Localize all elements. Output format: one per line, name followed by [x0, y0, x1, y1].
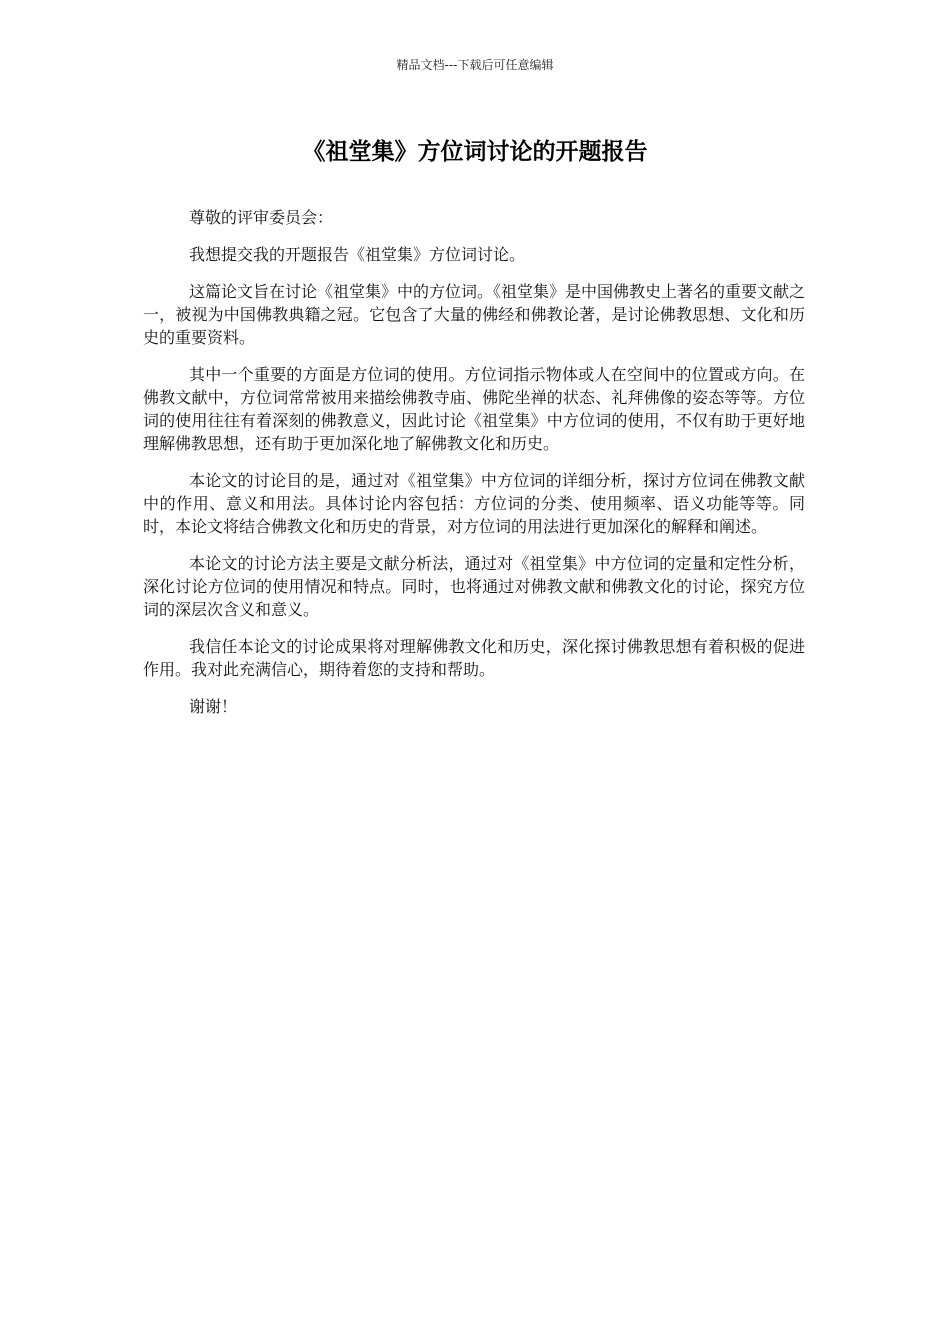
paragraph: 我信任本论文的讨论成果将对理解佛教文化和历史，深化探讨佛教思想有着积极的促进作用。我对此充满信心，期待着您的支持和帮助。 — [143, 637, 805, 679]
paragraph: 本论文的讨论目的是，通过对《祖堂集》中方位词的详细分析，探讨方位词在佛教文献中的作用、意义和用法。具体讨论内容包括：方位词的分类、使用频率、语义功能等等。同时，本论文将结合佛教文化和历史的背景，对方位词的用法进行更加深化的解释和阐述。 — [143, 471, 805, 536]
header-note: 精品文档---下载后可任意编辑 — [396, 58, 554, 72]
document-body — [143, 206, 805, 732]
paragraph-closing: 谢谢！ — [189, 697, 238, 716]
paragraph: 我想提交我的开题报告《祖堂集》方位词讨论。 — [189, 245, 526, 264]
paragraph: 本论文的讨论方法主要是文献分析法，通过对《祖堂集》中方位词的定量和定性分析，深化讨论方位词的使用情况和特点。同时，也将通过对佛教文献和佛教文化的讨论，探究方位词的深层次含义和意义。 — [143, 554, 805, 619]
paragraph-salutation: 尊敬的评审委员会： — [189, 208, 334, 227]
paragraph: 这篇论文旨在讨论《祖堂集》中的方位词。《祖堂集》是中国佛教史上著名的重要文献之一，被视为中国佛教典籍之冠。它包含了大量的佛经和佛教论著，是讨论佛教思想、文化和历史的重要资料。 — [143, 282, 806, 347]
paragraph: 其中一个重要的方面是方位词的使用。方位词指示物体或人在空间中的位置或方向。在佛教文献中，方位词常常被用来描绘佛教寺庙、佛陀坐禅的状态、礼拜佛像的姿态等等。方位词的使用往往有着深刻的佛教意义，因此讨论《祖堂集》中方位词的使用，不仅有助于更好地理解佛教思想，还有助于更加深化地了解佛教文化和历史。 — [143, 365, 805, 453]
document-title: 《祖堂集》方位词讨论的开题报告 — [302, 139, 648, 165]
